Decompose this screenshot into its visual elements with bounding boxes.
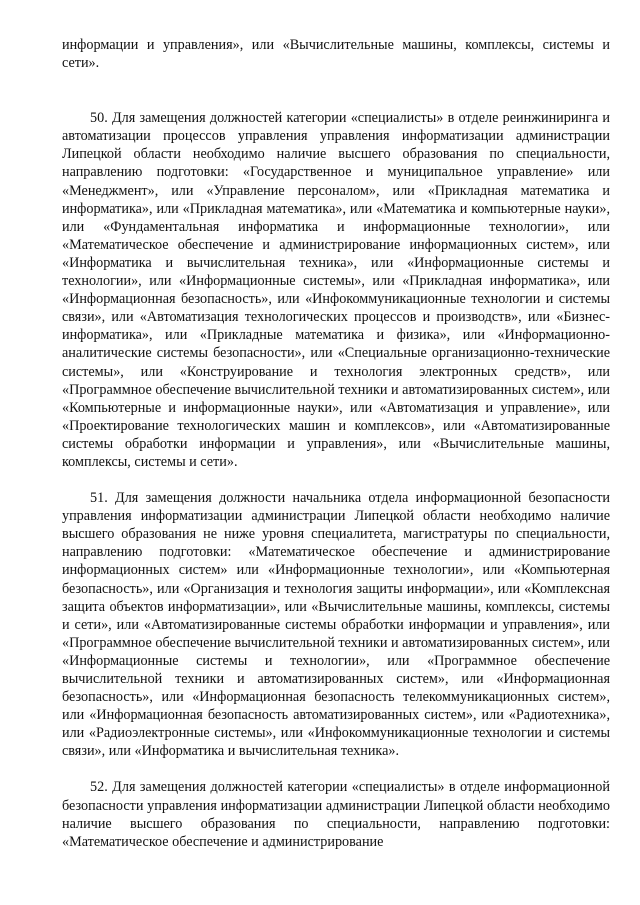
paragraph-item-52: 52. Для замещения должностей категории «специалисты» в отделе информационной безопасности управления информатизации администрации Липецкой области необходимо наличие высшего образования по специальности, направлению подготовки: «Математическое обеспечение и администрирование (62, 779, 610, 850)
document-page (62, 36, 610, 851)
paragraph-item-51: 51. Для замещения должности начальника отдела информационной безопасности управления информатизации администрации Липецкой области необходимо наличие высшего образования не ниже уровня специалитета, магистратуры по специальности, направлению подготовки: «Математическое обеспечение и администрирование информационных систем» или «Информационные технологии», или «Компьютерная безопасность», или «Организация и технология защиты информации», или «Комплексная защита объектов информатизации», или «Вычислительные машины, комплексы, системы и сети», или «Автоматизированные системы обработки информации и управления», или «Программное обеспечение вычислительной техники и автоматизированных систем», или «Информационные системы и технологии», или «Программное обеспечение вычислительной техники и автоматизированных систем», или «Информационная безопасность», или «Информационная безопасность телекоммуникационных систем», или «Информационная безопасность автоматизированных систем», или «Радиотехника», или «Радиоэлектронные системы», или «Инфокоммуникационные технологии и системы связи», или «Информатика и вычислительная техника». (62, 490, 610, 760)
paragraph-item-50: 50. Для замещения должностей категории «специалисты» в отделе реинжиниринга и автоматизации процессов управления управления информатизации администрации Липецкой области необходимо наличие высшего образования по специальности, направлению подготовки: «Государственное и муниципальное управление» или «Менеджмент», или «Управление персоналом», или «Прикладная математика и информатика», или «Прикладная математика», или «Математика и компьютерные науки», или «Фундаментальная информатика и информационные технологии», или «Математическое обеспечение и администрирование информационных систем», или «Информатика и вычислительная техника», или «Информационные системы и технологии», или «Информационные системы», или «Прикладная информатика», или «Информационная безопасность», или «Инфокоммуникационные технологии и системы связи», или «Автоматизация технологических процессов и производств», или «Бизнес-информатика», или «Прикладные математика и физика», или «Информационно-аналитические системы безопасности», или «Специальные организационно-технические системы», или «Конструирование и технология электронных средств», или «Программное обеспечение вычислительной техники и автоматизированных систем», или «Компьютерные и информационные науки», или «Автоматизация и управление», или «Проектирование технологических машин и комплексов», или «Автоматизированные системы обработки информации и управления», или «Вычислительные машины, комплексы, системы и сети». (62, 110, 610, 470)
paragraph-continuation: информации и управления», или «Вычислительные машины, комплексы, системы и сети». (62, 37, 610, 72)
